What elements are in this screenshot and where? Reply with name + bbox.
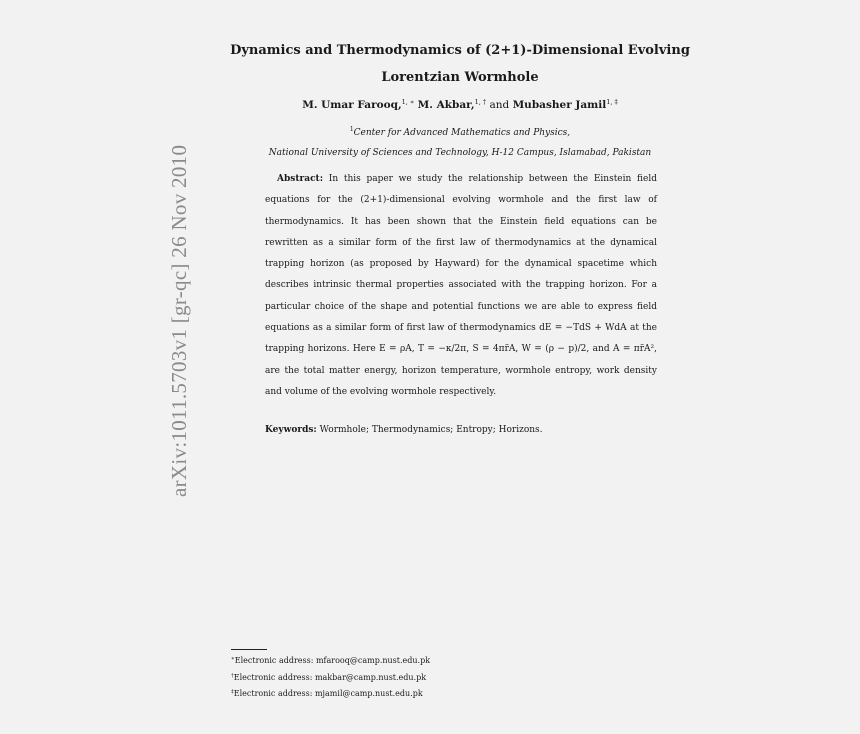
title-line-2: Lorentzian Wormhole (381, 70, 539, 85)
footnote-rule (231, 649, 267, 650)
footnote-3: ‡Electronic address: mjamil@camp.nust.edu.pk (231, 689, 423, 698)
affiliation-mark: 1 (349, 126, 354, 133)
author-connector: and (489, 99, 510, 111)
footnotes (231, 652, 671, 702)
author-1-affil-mark: 1, ∗ (401, 98, 415, 106)
author-name-2: M. Akbar, (417, 99, 475, 111)
paper-title (230, 37, 690, 91)
keywords-text: Wormhole; Thermodynamics; Entropy; Horizons. (319, 425, 543, 435)
author-list (230, 98, 690, 111)
abstract-label: Abstract: (277, 174, 324, 184)
author-3-affil-mark: 1, ‡ (606, 98, 618, 106)
author-2-affil-mark: 1, † (474, 98, 487, 106)
footnote-2: †Electronic address: makbar@camp.nust.edu.pk (231, 672, 427, 682)
affiliation-line-2: National University of Sciences and Technology, H-12 Campus, Islamabad, Pakistan (268, 148, 652, 158)
abstract-paragraph (265, 169, 657, 403)
author-name-3: Mubasher Jamil (512, 99, 607, 111)
title-line-1: Dynamics and Thermodynamics of (2+1)-Dimensional Evolving (230, 43, 690, 58)
author-name-1: M. Umar Farooq, (302, 99, 402, 111)
abstract-text: In this paper we study the relationship between the Einstein field equations for the (2+1)-dimensional evolving wormhole and the first law of thermodynamics. It has been shown that the Einstein field equations can be rewritten as a similar form of the first law of thermodynamics at the dynamical trapping horizon (as proposed by Hayward) for the dynamical spacetime which describes intrinsic thermal properties associated with the trapping horizon. For a particular choice of the shape and potential functions we are able to express field equations as a similar form of first law of thermodynamics dE = −TdS + WdA at the trapping horizons. Here E = ρA, T = −κ/2π, S = 4πr̃A, W = (ρ − p)/2, and A = πr̃A², are the total matter energy, horizon temperature, wormhole entropy, work density and volume of the evolving wormhole respectively. (265, 174, 657, 397)
arxiv-identifier-stamp: arXiv:1011.5703v1 [gr-qc] 26 Nov 2010 (167, 144, 191, 497)
footnote-1: ∗Electronic address: mfarooq@camp.nust.edu.pk (231, 656, 431, 665)
keywords-line (265, 425, 657, 435)
affiliation-line-1: $^1$Center for Advanced Mathematics and Physics, (349, 126, 571, 138)
keywords-label: Keywords: (265, 425, 317, 435)
